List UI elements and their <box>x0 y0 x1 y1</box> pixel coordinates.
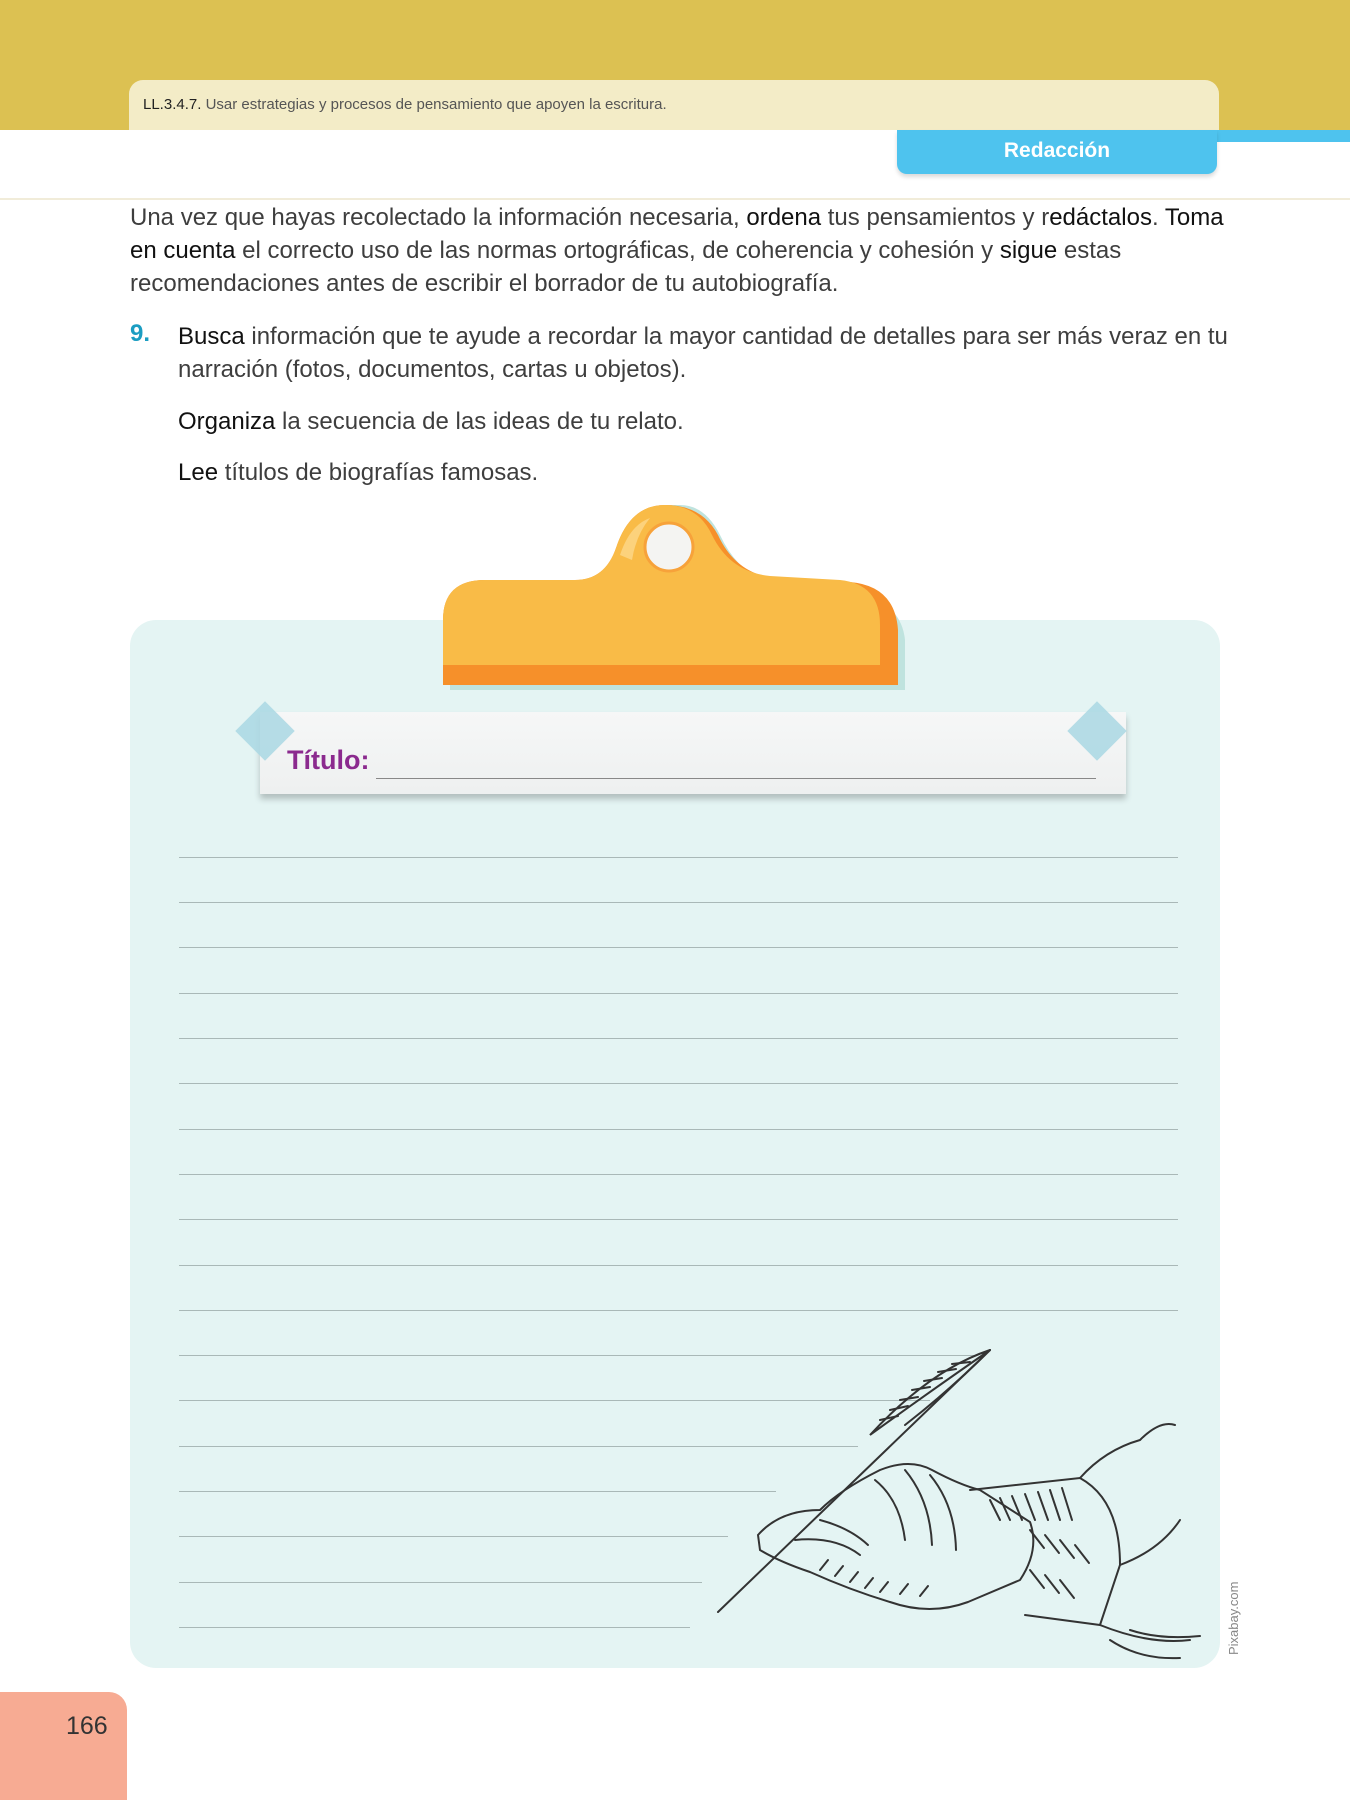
activity-number: 9. <box>130 320 151 347</box>
title-input-line[interactable] <box>376 778 1096 779</box>
writing-line[interactable] <box>179 1491 776 1492</box>
writing-line[interactable] <box>179 857 1178 858</box>
title-label: Título: <box>287 745 370 775</box>
title-strip <box>260 712 1126 794</box>
step-3-verb: Lee <box>178 459 219 486</box>
writing-line[interactable] <box>179 902 1178 903</box>
writing-line[interactable] <box>179 1038 1178 1039</box>
intro-text-2: tus pensamientos y r <box>821 204 1050 231</box>
activity-step-1 <box>178 320 1238 386</box>
section-tab: Redacción <box>897 130 1217 174</box>
step-1-verb: Busca <box>178 323 245 350</box>
activity-step-2 <box>178 405 1238 438</box>
writing-line[interactable] <box>179 1310 1178 1311</box>
intro-bold-1: ordena <box>746 204 822 231</box>
page-number: 166 <box>66 1712 108 1740</box>
activity-step-3 <box>178 456 1238 489</box>
intro-bold-4: sigue <box>999 237 1058 264</box>
step-1-text: información que te ayude a recordar la mayor cantidad de detalles para ser más veraz en tu narración (fotos, documentos, cartas u objetos). <box>178 323 1228 383</box>
image-credit: Pixabay.com <box>1226 1581 1241 1655</box>
intro-text-3: . <box>1151 204 1165 231</box>
writing-line[interactable] <box>179 1265 1178 1266</box>
writing-line[interactable] <box>179 947 1178 948</box>
intro-paragraph <box>130 201 1230 300</box>
skill-statement <box>129 80 1219 130</box>
intro-text-1: Una vez que hayas recolectado la información necesaria, <box>130 204 747 231</box>
writing-line[interactable] <box>179 1536 728 1537</box>
clipboard-clip-icon <box>440 500 910 700</box>
section-strip <box>1210 130 1350 142</box>
skill-text: Usar estrategias y procesos de pensamiento que apoyen la escritura. <box>205 96 667 113</box>
skill-code: LL.3.4.7. <box>143 96 202 113</box>
page-number-tab <box>0 1692 127 1800</box>
writing-line[interactable] <box>179 1129 1178 1130</box>
writing-line[interactable] <box>179 1582 702 1583</box>
intro-text-5: estas recomendaciones antes de escribir el borrador de tu autobiografía. <box>130 237 1122 297</box>
writing-line[interactable] <box>179 1627 690 1628</box>
intro-bold-3: Toma en cuenta <box>130 204 1224 264</box>
intro-text-4: el correcto uso de las normas ortográficas, de coherencia y cohesión y <box>235 237 1000 264</box>
writing-line[interactable] <box>179 1219 1178 1220</box>
step-2-verb: Organiza <box>178 408 276 435</box>
step-2-text: la secuencia de las ideas de tu relato. <box>275 408 684 435</box>
divider <box>0 198 1350 200</box>
writing-line[interactable] <box>179 1083 1178 1084</box>
intro-bold-2: edáctalos <box>1049 204 1152 231</box>
hand-with-quill-illustration <box>700 1340 1220 1670</box>
writing-line[interactable] <box>179 1174 1178 1175</box>
writing-line[interactable] <box>179 993 1178 994</box>
step-3-text: títulos de biografías famosas. <box>218 459 539 486</box>
